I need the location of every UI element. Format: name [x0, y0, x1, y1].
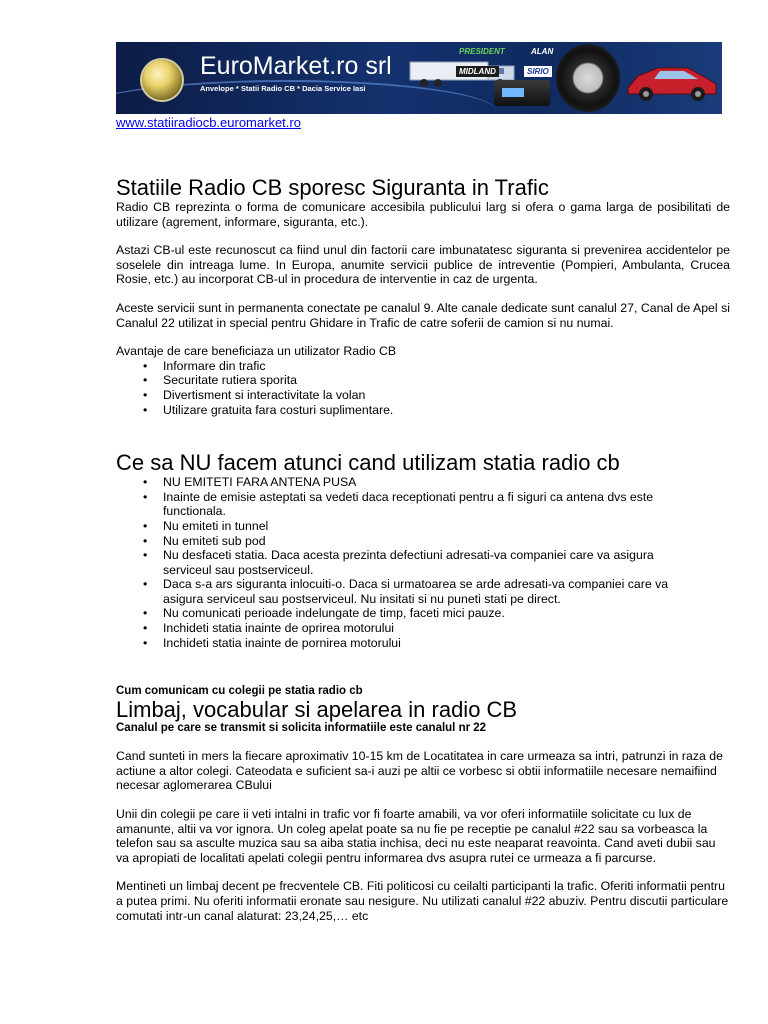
- list-item: • Utilizare gratuita fara costuri suplimentare.: [163, 403, 730, 418]
- section1-paragraph-1: Radio CB reprezinta o forma de comunicare accesibila publicului larg si ofera o gama larga de posibilitati de utilizare (agrement, informare, siguranta, etc.).: [116, 200, 730, 229]
- car-icon: [624, 54, 720, 104]
- badge-alan: ALAN: [531, 47, 554, 56]
- company-logo: [142, 60, 182, 100]
- list-item: • Inchideti statia inainte de oprirea motorului: [163, 621, 702, 636]
- section1-heading: Statiile Radio CB sporesc Siguranta in Trafic: [116, 175, 549, 200]
- list-item: • Securitate rutiera sporita: [163, 373, 730, 388]
- section1-paragraph-2: Astazi CB-ul este recunoscut ca fiind unul din factorii care imbunatatesc siguranta si prevenirea accidentelor pe soselele din intreaga lume. In Europa, anumite servicii publice de intreventie (Pompieri, Ambulanta, Crucea Rosie, etc.) au incorporat CB-ul in procedura de interventie in caz de urgenta.: [116, 243, 730, 287]
- list-item: • Nu emiteti in tunnel: [163, 519, 702, 534]
- list-item: • Inainte de emisie asteptati sa vedeti daca receptionati pentru a fi siguri ca antena dvs este functionala.: [163, 490, 702, 519]
- section3-paragraph-3: Mentineti un limbaj decent pe frecventele CB. Fiti politicosi cu ceilalti participanti la trafic. Oferiti informatii pentru a putea primi. Nu oferiti informatii eronate sau nesigure. Nu utilizati canalul #22 abuziv. Pentru discutii particulare comutati intr-un canal alaturat: 23,24,25,… etc: [116, 879, 729, 923]
- cb-radio-image: [494, 80, 550, 106]
- section3-heading: Limbaj, vocabular si apelarea in radio CB: [116, 697, 518, 723]
- section3-kicker: Cum comunicam cu colegii pe statia radio cb: [116, 685, 363, 698]
- list-item: • Nu emiteti sub pod: [163, 534, 702, 549]
- badge-president: PRESIDENT: [459, 47, 505, 56]
- section3-paragraph-2: Unii din colegii pe care ii veti intalni in trafic vor fi foarte amabili, va vor oferi informatiile solicitate cu lux de amanunte, altii va vor ignora. Un coleg apelat poate sa nu fie pe receptie pe canalul #22 sau sa vorbeasca la telefon sau sa asculte muzica sau sa aiba statia inchisa, deci nu este neaparat reavointa. Cand aveti dubii sau va apropiati de localitati apelati colegii pentru informarea dvs asupra rutei ce urmeaza a fi parcurse.: [116, 807, 716, 865]
- banner-tagline: Anvelope * Statii Radio CB * Dacia Service Iasi: [200, 84, 366, 93]
- section2-heading: Ce sa NU facem atunci cand utilizam statia radio cb: [116, 450, 620, 476]
- website-link[interactable]: www.statiiradiocb.euromarket.ro: [116, 115, 301, 130]
- tire-image: [556, 44, 620, 112]
- list-item: • Nu desfaceti statia. Daca acesta prezinta defectiuni adresati-va companiei care va asigura serviceul sau postserviceul.: [163, 548, 702, 577]
- section3-subheading: Canalul pe care se transmit si solicita informatiile este canalul nr 22: [116, 722, 487, 735]
- list-item: • NU EMITETI FARA ANTENA PUSA: [163, 475, 702, 490]
- document-page: [116, 42, 730, 923]
- donts-list: [116, 475, 730, 650]
- badge-sirio: SIRIO: [524, 66, 552, 77]
- list-item: • Informare din trafic: [163, 359, 730, 374]
- list-item: • Inchideti statia inainte de pornirea motorului: [163, 636, 702, 651]
- banner-brand: EuroMarket.ro srl: [200, 52, 392, 80]
- header-banner: [116, 42, 722, 114]
- section1-paragraph-3: Aceste servicii sunt in permanenta conectate pe canalul 9. Alte canale dedicate sunt canalul 27, Canal de Apel si Canalul 22 utilizat in special pentru Ghidare in Trafic de catre soferii de camion si nu numai.: [116, 300, 730, 330]
- benefits-list: [116, 359, 730, 417]
- list-item: • Nu comunicati perioade indelungate de timp, faceti mici pauze.: [163, 606, 702, 621]
- list-item: • Daca s-a ars siguranta inlocuiti-o. Daca si urmatoarea se arde adresati-va companiei care va asigura serviceul sau postserviceul. Nu insitati si nu puneti stati pe direct.: [163, 577, 702, 606]
- list-item: • Divertisment si interactivitate la volan: [163, 388, 730, 403]
- badge-midland: MIDLAND: [456, 66, 499, 77]
- section3-paragraph-1: Cand sunteti in mers la fiecare aproximativ 10-15 km de Locatitatea in care urmeaza sa intri, patrunzi in raza de actiune a altor colegi. Cateodata e suficient sa-i auzi pe altii ce vorbesc si obtii informatiile necesare nemaifiind necesar aglomerarea CBului: [116, 749, 723, 793]
- benefits-intro: Avantaje de care beneficiaza un utilizator Radio CB: [116, 344, 397, 359]
